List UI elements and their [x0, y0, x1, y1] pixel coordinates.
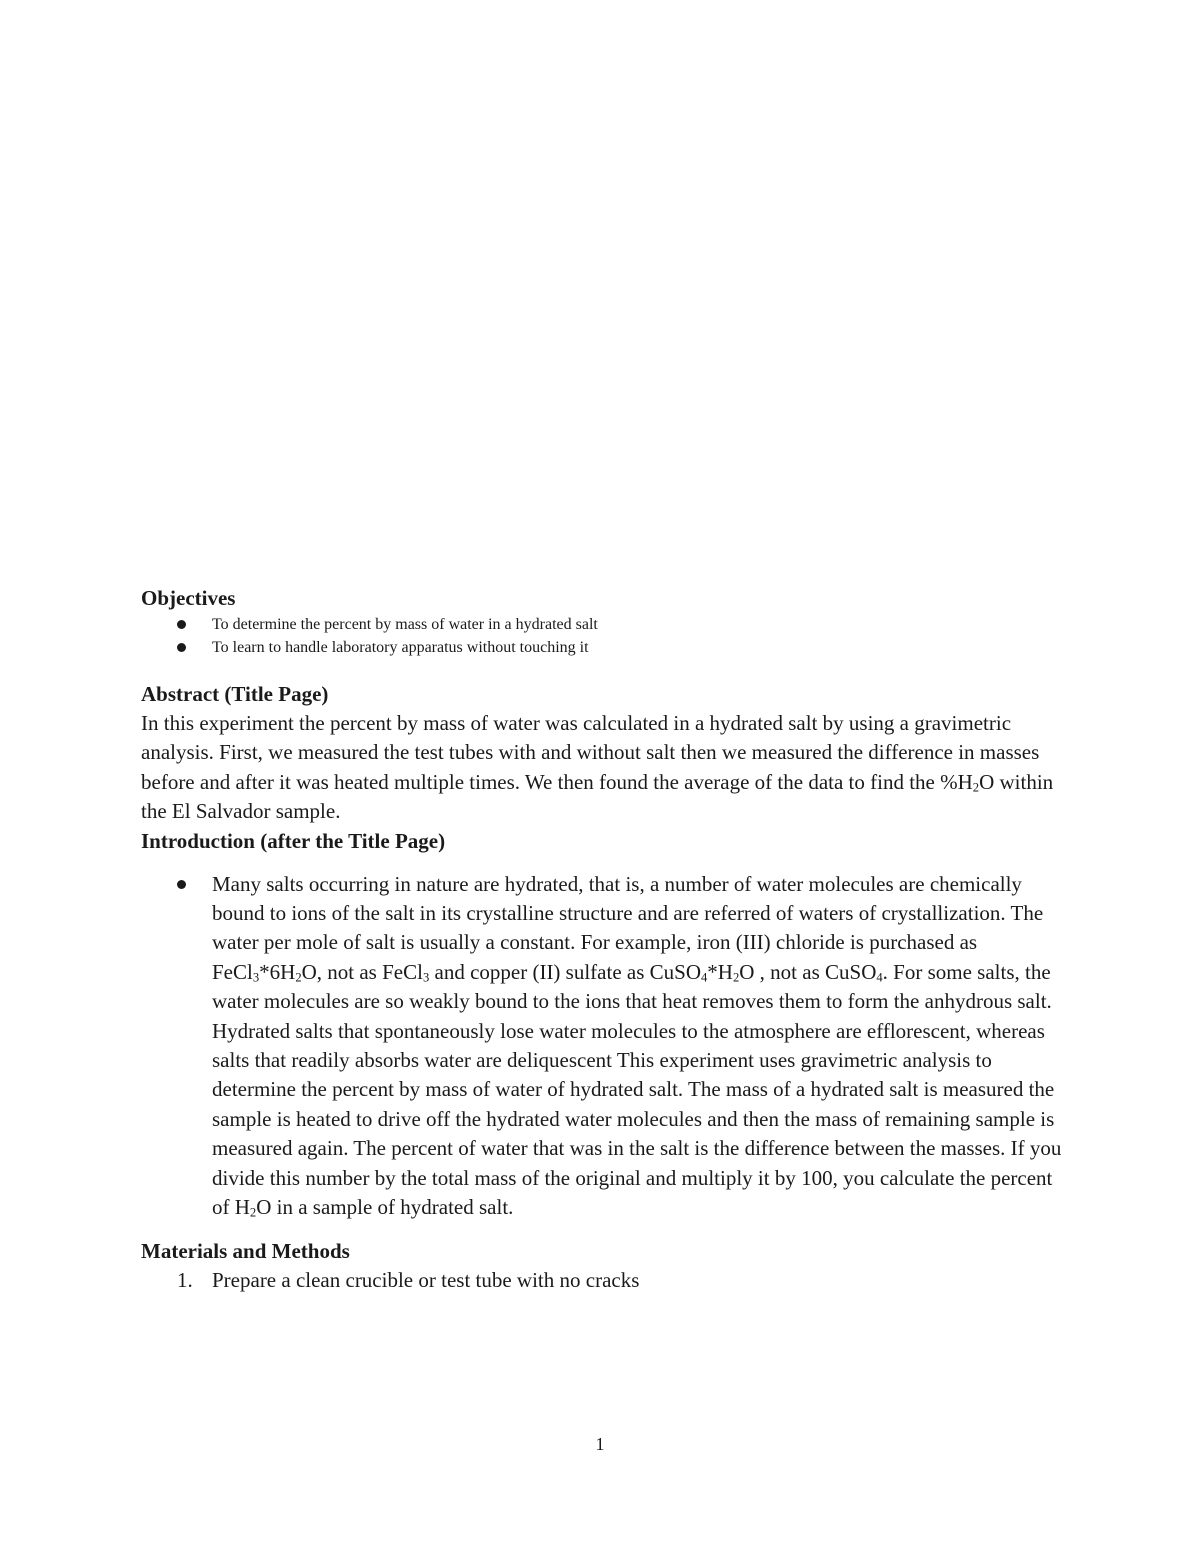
subscript: 2 — [732, 970, 740, 985]
item-number: 1. — [177, 1267, 193, 1292]
intro-text: *6H — [259, 959, 296, 984]
list-item — [141, 613, 1071, 636]
intro-text: *H — [707, 959, 733, 984]
bullet-icon — [177, 643, 186, 652]
subscript: 2 — [249, 1205, 257, 1220]
objectives-heading: Objectives — [141, 586, 236, 610]
bullet-icon — [177, 880, 186, 889]
objective-text: To determine the percent by mass of water in a hydrated salt — [212, 616, 598, 633]
objectives-list — [141, 613, 1071, 659]
intro-text: Many salts occurring in nature are hydrated, that is, a number of water molecules are chemically bound to ions of the salt in its crystalline structure and are referred of waters of crystallization. The water per mole of salt is usually a constant. For example, iron (III) chloride is purchased as FeCl — [212, 871, 1044, 984]
intro-text: O , not as CuSO — [739, 959, 877, 984]
abstract-text-part: In this experiment the percent by mass of water was calculated in a hydrated salt by using a gravimetric analysis. First, we measured the test tubes with and without salt then we measured the difference in masses before and after it was heated multiple times. We then found the average of the data to find the %H — [141, 711, 1040, 794]
list-item — [141, 636, 1071, 659]
intro-text: . For some salts, the water molecules are so weakly bound to the ions that heat removes them to form the anhydrous salt. Hydrated salts that spontaneously lose water molecules to the atmosphere are efflorescent, whereas salts that readily absorbs water are deliquescent This experiment uses gravimetric analysis to determine the percent by mass of water of hydrated salt. The mass of a hydrated salt is measured the sample is heated to drive off the hydrated water molecules and then the mass of remaining sample is measured again. The percent of water that was in the salt is the difference between the masses. If you divide this number by the total mass of the original and multiply it by 100, you calculate the percent of H — [212, 959, 1062, 1220]
subscript: 3 — [422, 970, 430, 985]
introduction-heading: Introduction (after the Title Page) — [141, 828, 446, 853]
abstract-heading: Abstract (Title Page) — [141, 682, 329, 706]
step-text: Prepare a clean crucible or test tube with no cracks — [212, 1267, 640, 1292]
introduction-list — [141, 870, 1071, 1223]
list-item — [141, 870, 1071, 1223]
subscript: 2 — [972, 780, 980, 795]
materials-heading: Materials and Methods — [141, 1238, 350, 1263]
subscript: 4 — [876, 970, 883, 985]
subscript: 2 — [295, 970, 302, 985]
page-number: 1 — [595, 1434, 605, 1454]
bullet-icon — [177, 620, 186, 629]
materials-list — [141, 1266, 1071, 1295]
intro-paragraph — [212, 872, 1061, 1219]
intro-text: O in a sample of hydrated salt. — [256, 1195, 514, 1220]
intro-text: O, not as FeCl — [301, 959, 423, 984]
intro-text: and copper (II) sulfate as CuSO — [429, 959, 701, 984]
abstract-text-part: O within the El Salvador sample. — [141, 769, 1054, 824]
objective-text: To learn to handle laboratory apparatus without touching it — [212, 639, 589, 656]
abstract-paragraph — [141, 709, 1071, 827]
list-item — [141, 1266, 1071, 1295]
subscript: 4 — [701, 970, 708, 985]
page-content — [141, 584, 1071, 1295]
subscript: 3 — [252, 970, 260, 985]
